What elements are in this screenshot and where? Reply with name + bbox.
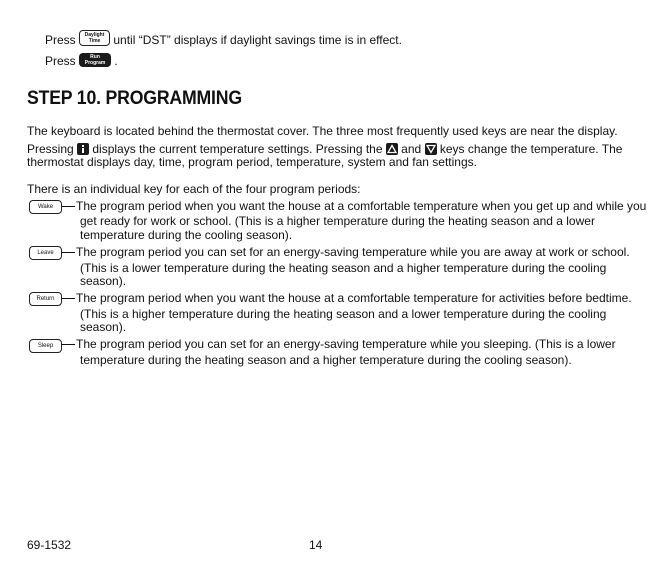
wake-line-2: get ready for work or school. (This is a higher temperature during the heating season and a lower xyxy=(80,214,595,228)
document-number: 69-1532 xyxy=(27,538,72,552)
intro-line1-rest: until “DST” displays if daylight savings time is in effect. xyxy=(110,33,402,48)
intro-line-daylight xyxy=(45,33,402,49)
down-arrow-key-icon xyxy=(425,143,437,155)
leave-line-1: The program period you can set for an energy-saving temperature while you are away at work or school. xyxy=(76,245,630,259)
intro-press-label-1: Press xyxy=(45,33,76,48)
intro-press-label-2: Press xyxy=(45,54,76,68)
daylight-key-top: Daylight xyxy=(84,32,105,38)
run-program-key-icon xyxy=(79,53,111,67)
wake-line-3: temperature during the cooling season). xyxy=(80,228,293,242)
wake-dash xyxy=(62,206,75,207)
sleep-line-1: The program period you can set for an energy-saving temperature while you sleeping. (This is a lower xyxy=(76,337,616,351)
paragraph1-line3: thermostat displays day, time, program period, temperature, system and fan settings. xyxy=(27,155,477,169)
leave-line-3: season). xyxy=(80,274,127,288)
paragraph1-line2-a: Pressing xyxy=(27,142,78,156)
return-line-1: The program period when you want the house at a comfortable temperature for activities before bedtime. xyxy=(76,291,632,305)
paragraph1-line2-b: displays the current temperature settings. Pressing the xyxy=(89,142,386,156)
paragraph1-line2-c: and xyxy=(397,142,425,156)
paragraph1-line2-d: keys change the temperature. The xyxy=(436,142,623,156)
leave-dash xyxy=(62,252,75,253)
intro-line2-rest: . xyxy=(111,54,118,68)
sleep-dash xyxy=(62,344,75,345)
daylight-time-key-icon xyxy=(79,30,110,46)
run-key-bottom: Program xyxy=(84,59,106,66)
page-number: 14 xyxy=(309,538,323,552)
paragraph2-intro: There is an individual key for each of the four program periods: xyxy=(27,182,361,196)
up-arrow-key-icon xyxy=(386,143,398,155)
return-dash xyxy=(62,298,75,299)
section-title: STEP 10. PROGRAMMING xyxy=(27,88,242,109)
intro-line-run-program xyxy=(45,54,118,69)
daylight-key-bottom: Time xyxy=(88,38,101,44)
return-line-3: season). xyxy=(80,320,127,334)
paragraph1-line1: The keyboard is located behind the thermostat cover. The three most frequently used keys are near the display. xyxy=(27,124,618,138)
return-line-2: (This is a higher temperature during the heating season and a lower temperature during the cooling xyxy=(80,307,607,321)
sleep-line-2: temperature during the heating season and a higher temperature during the cooling season). xyxy=(80,353,572,367)
wake-key-icon: Wake xyxy=(29,200,62,214)
info-key-icon xyxy=(77,143,89,155)
leave-line-2: (This is a lower temperature during the heating season and a higher temperature during the cooling xyxy=(80,261,607,275)
run-key-top: Run xyxy=(90,53,100,60)
leave-key-icon: Leave xyxy=(29,246,62,260)
return-key-icon: Return xyxy=(29,292,62,306)
sleep-key-icon: Sleep xyxy=(29,339,62,353)
wake-line-1: The program period when you want the house at a comfortable temperature when you get up and while you xyxy=(76,199,647,213)
